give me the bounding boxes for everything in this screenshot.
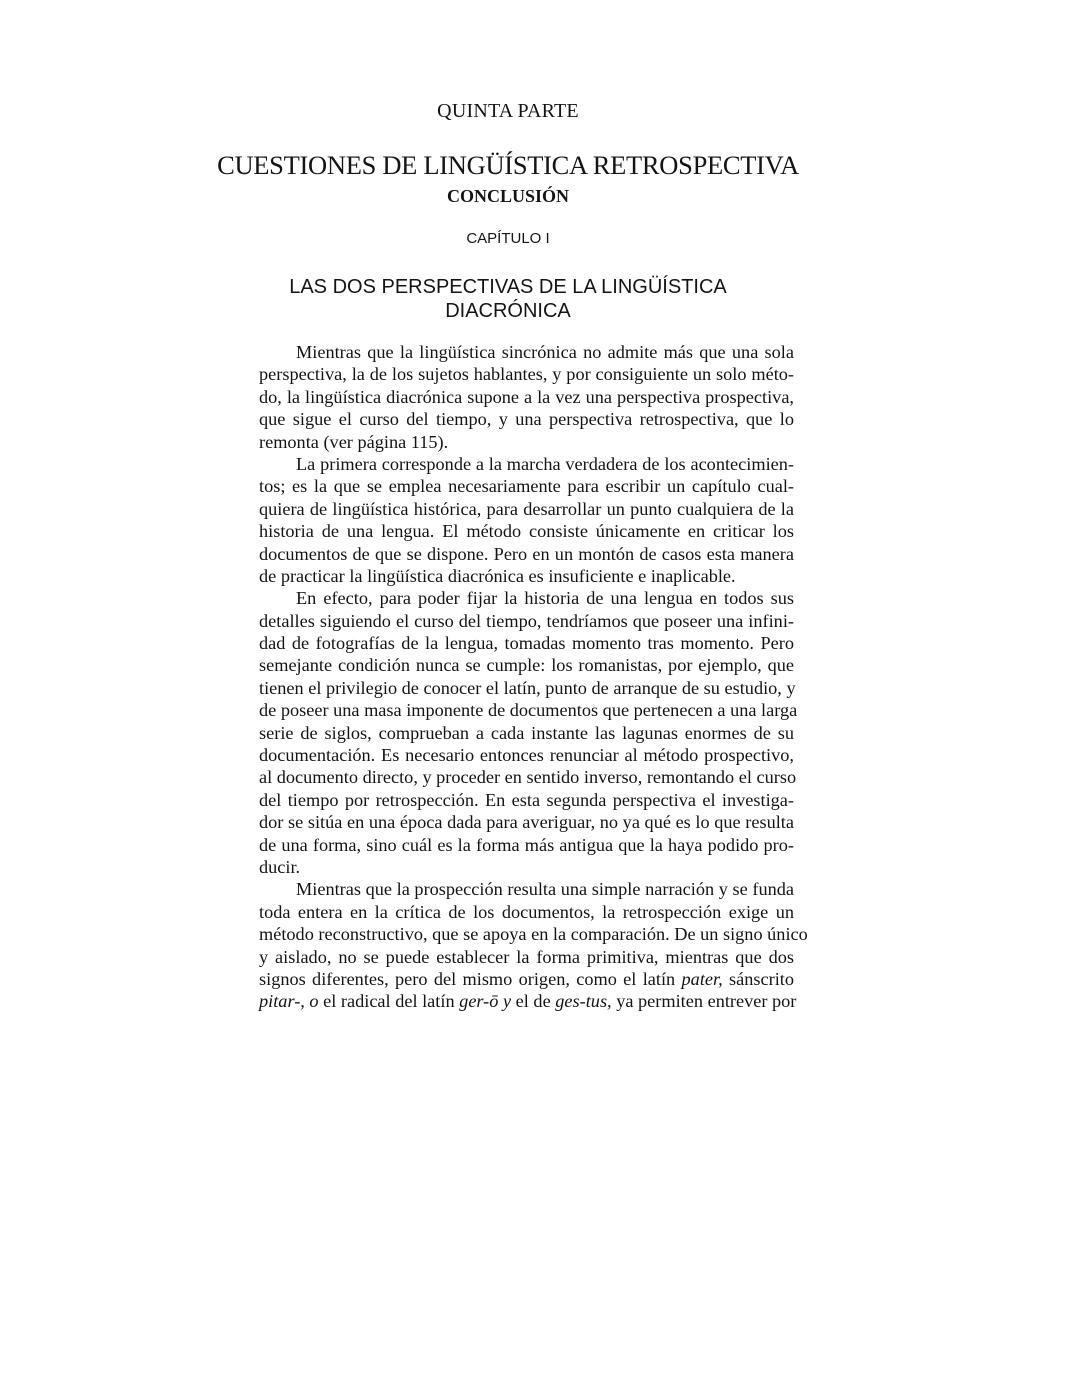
text-line: quiera de lingüística histórica, para desarrollar un punto cualquiera de la [259, 498, 794, 519]
paragraph-3 [222, 587, 798, 878]
text-line: detalles siguiendo el curso del tiempo, tendríamos que poseer una infini- [259, 610, 794, 631]
text-run: el radical del latín [318, 991, 460, 1012]
italic-term: ges-tus, [555, 991, 612, 1012]
text-line: y aislado, no se puede establecer la forma primitiva, mientras que dos [259, 946, 794, 967]
text-line: tienen el privilegio de conocer el latín, punto de arranque de su estudio, y [259, 677, 796, 698]
text-run: el de [511, 991, 556, 1012]
text-line [222, 968, 794, 990]
text-line: En efecto, para poder fijar la historia de una lengua en todos sus [296, 588, 794, 609]
part-label: QUINTA PARTE [437, 100, 579, 122]
section-title: CONCLUSIÓN [446, 186, 570, 206]
text-line: remonta (ver página 115). [259, 431, 449, 452]
text-line: semejante condición nunca se cumple: los romanistas, por ejemplo, que [259, 655, 794, 676]
text-line: método reconstructivo, que se apoya en la comparación. De un signo único [259, 924, 808, 945]
text-line: dor se sitúa en una época dada para averiguar, no ya qué es lo que resulta [259, 812, 794, 833]
chapter-label: CAPÍTULO I [466, 230, 550, 247]
text-line: Mientras que la prospección resulta una simple narración y se funda [296, 879, 794, 900]
part-title: CUESTIONES DE LINGÜÍSTICA RETROSPECTIVA [217, 150, 799, 180]
paragraph-4 [222, 878, 808, 1012]
body-text [222, 341, 808, 1013]
text-line: ducir. [259, 856, 301, 877]
italic-term: pater, [681, 968, 723, 989]
text-line: documentación. Es necesario entonces renunciar al método prospectivo, [259, 745, 794, 766]
text-line: al documento directo, y proceder en sentido inverso, remontando el curso [259, 767, 797, 788]
text-line: de una forma, sino cuál es la forma más antigua que la haya podido pro- [259, 834, 794, 855]
text-line: de practicar la lingüística diacrónica es insuficiente e inaplicable. [259, 565, 736, 586]
text-line: dad de fotografías de la lengua, tomadas momento tras momento. Pero [259, 633, 794, 654]
paragraph-2 [222, 453, 794, 587]
text-line: La primera corresponde a la marcha verdadera de los acontecimien- [296, 453, 794, 474]
text-line: de poseer una masa imponente de documentos que pertenecen a una larga [259, 700, 798, 721]
text-line: historia de una lengua. El método consiste únicamente en criticar los [259, 521, 794, 542]
text-line: tos; es la que se emplea necesariamente para escribir un capítulo cual- [259, 476, 794, 497]
chapter-title-line2: DIACRÓNICA [445, 300, 571, 322]
italic-term: pitar-, o [259, 991, 319, 1012]
text-line: serie de siglos, comprueban a cada instante las lagunas enormes de su [259, 722, 794, 743]
text-run: signos diferentes, pero del mismo origen, como el latín [259, 968, 682, 989]
text-line [222, 990, 797, 1012]
chapter-title-line1: LAS DOS PERSPECTIVAS DE LA LINGÜÍSTICA [289, 276, 727, 298]
italic-term: ger-ō y [459, 991, 512, 1012]
text-line: do, la lingüística diacrónica supone a la vez una perspectiva prospectiva, [259, 386, 794, 407]
text-line: del tiempo por retrospección. En esta segunda perspectiva el investiga- [259, 789, 794, 810]
text-line: Mientras que la lingüística sincrónica no admite más que una sola [296, 342, 794, 362]
chapter-title [0, 275, 1016, 323]
text-line: que sigue el curso del tiempo, y una perspectiva retrospectiva, que lo [259, 409, 794, 430]
text-run: sánscrito [722, 968, 794, 989]
text-line: perspectiva, la de los sujetos hablantes, y por consiguiente un solo méto- [259, 364, 794, 385]
text-run: ya permiten entrever por [611, 991, 797, 1012]
text-line: toda entera en la crítica de los documentos, la retrospección exige un [259, 901, 794, 922]
paragraph-1 [222, 341, 794, 453]
text-line: documentos de que se dispone. Pero en un montón de casos esta manera [259, 543, 794, 564]
